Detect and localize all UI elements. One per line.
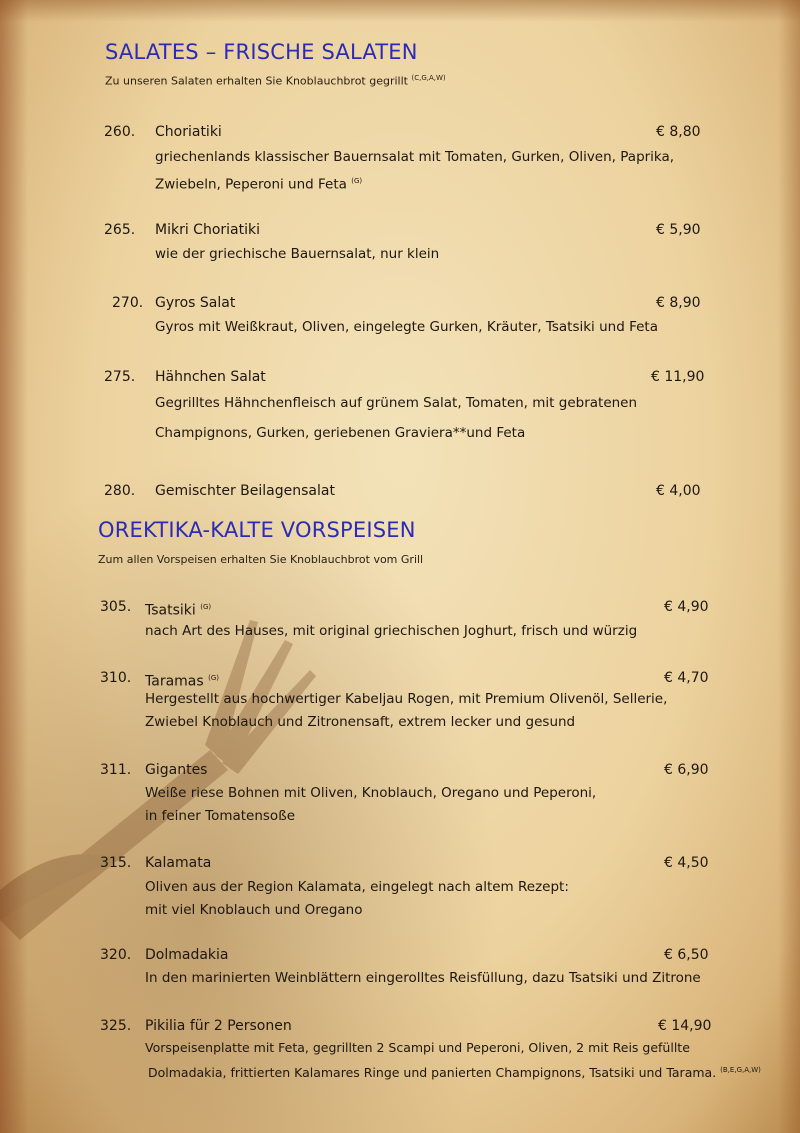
- item-name: Dolmadakia: [145, 947, 229, 963]
- orektika-title: OREKTIKA-KALTE VORSPEISEN: [98, 518, 416, 542]
- item-description: in feiner Tomatensoße: [145, 808, 296, 824]
- item-price: € 4,70: [664, 670, 709, 686]
- item-description: griechenlands klassischer Bauernsalat mit Tomaten, Gurken, Oliven, Paprika,: [155, 149, 675, 165]
- item-name: Tsatsiki $^{(G)}$: [145, 602, 212, 619]
- allergen-codes: (B,E,G,A,W): [720, 1066, 761, 1074]
- item-description: Dolmadakia, frittierten Kalamares Ringe und panierten Champignons, Tsatsiki und Tarama. $^{(B,E,G,A,W)}$: [148, 1065, 761, 1081]
- item-name: Hähnchen Salat: [155, 369, 266, 385]
- item-name: Choriatiki: [155, 124, 222, 140]
- allergen-codes: (G): [208, 674, 220, 682]
- item-name: Pikilia für 2 Personen: [145, 1018, 292, 1034]
- item-number: 280.: [104, 483, 136, 499]
- allergen-codes: (G): [200, 603, 212, 611]
- item-description: mit viel Knoblauch und Oregano: [145, 902, 363, 918]
- item-number: 265.: [104, 222, 136, 238]
- item-description: Hergestellt aus hochwertiger Kabeljau Rogen, mit Premium Olivenöl, Sellerie,: [145, 691, 668, 707]
- item-price: € 4,00: [656, 483, 701, 499]
- orektika-subtitle: Zum allen Vorspeisen erhalten Sie Knoblauchbrot vom Grill: [98, 553, 424, 566]
- item-description: Gyros mit Weißkraut, Oliven, eingelegte Gurken, Kräuter, Tsatsiki und Feta: [155, 319, 658, 335]
- item-name: Gemischter Beilagensalat: [155, 483, 335, 499]
- item-number: 260.: [104, 124, 136, 140]
- item-price: € 6,50: [664, 947, 709, 963]
- item-number: 305.: [100, 599, 132, 615]
- parchment-edge-left: [0, 0, 28, 1133]
- item-number: 275.: [104, 369, 136, 385]
- item-description: Gegrilltes Hähnchenfleisch auf grünem Salat, Tomaten, mit gebratenen: [155, 395, 638, 411]
- item-price: € 8,90: [656, 295, 701, 311]
- item-name: Mikri Choriatiki: [155, 222, 260, 238]
- item-name: Kalamata: [145, 855, 212, 871]
- item-description: Champignons, Gurken, geriebenen Graviera**und Feta: [155, 425, 526, 441]
- item-description: Oliven aus der Region Kalamata, eingelegt nach altem Rezept:: [145, 879, 569, 895]
- item-number: 325.: [100, 1018, 132, 1034]
- item-name: Gyros Salat: [155, 295, 236, 311]
- item-description: In den marinierten Weinblättern eingerolltes Reisfüllung, dazu Tsatsiki und Zitrone: [145, 970, 701, 986]
- item-number: 270.: [112, 295, 144, 311]
- salates-title: SALATES – FRISCHE SALATEN: [105, 40, 418, 64]
- item-price: € 6,90: [664, 762, 709, 778]
- item-description: Zwiebel Knoblauch und Zitronensaft, extrem lecker und gesund: [145, 714, 576, 730]
- item-description: Zwiebeln, Peperoni und Feta $^{(G)}$: [155, 176, 363, 193]
- allergen-codes: (G): [351, 177, 363, 185]
- parchment-edge-top: [0, 0, 800, 22]
- parchment-edge-right: [778, 0, 800, 1133]
- item-number: 315.: [100, 855, 132, 871]
- item-description: Vorspeisenplatte mit Feta, gegrillten 2 Scampi und Peperoni, Oliven, 2 mit Reis gefüllte: [145, 1040, 690, 1055]
- salates-subtitle: Zu unseren Salaten erhalten Sie Knoblauchbrot gegrillt $^{(C,G,A,W)}$: [105, 74, 446, 88]
- item-price: € 8,80: [656, 124, 701, 140]
- item-description: nach Art des Hauses, mit original griechischen Joghurt, frisch und würzig: [145, 623, 638, 639]
- item-price: € 5,90: [656, 222, 701, 238]
- item-price: € 4,90: [664, 599, 709, 615]
- item-number: 310.: [100, 670, 132, 686]
- allergen-codes: (C,G,A,W): [411, 74, 446, 82]
- item-description: wie der griechische Bauernsalat, nur klein: [155, 246, 440, 262]
- item-number: 320.: [100, 947, 132, 963]
- item-name: Taramas $^{(G)}$: [145, 673, 220, 690]
- item-price: € 11,90: [651, 369, 705, 385]
- item-price: € 14,90: [658, 1018, 712, 1034]
- item-number: 311.: [100, 762, 132, 778]
- item-description: Weiße riese Bohnen mit Oliven, Knoblauch, Oregano und Peperoni,: [145, 785, 597, 801]
- item-name: Gigantes: [145, 762, 208, 778]
- item-price: € 4,50: [664, 855, 709, 871]
